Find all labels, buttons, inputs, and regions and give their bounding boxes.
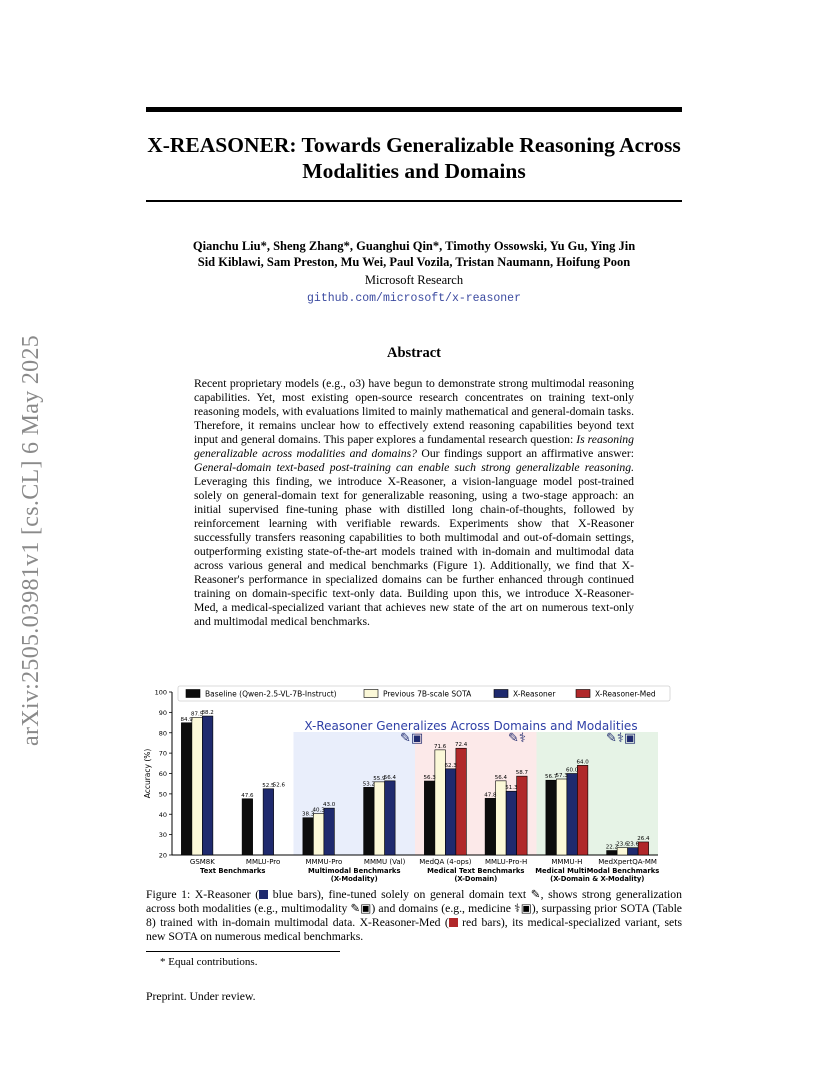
group-sublabel: (X-Modality): [330, 875, 378, 883]
bar-value-label: 47.6: [241, 792, 254, 799]
abstract-heading: Abstract: [387, 345, 441, 361]
bar-5-0: [485, 798, 496, 855]
y-tick-label: 40: [158, 810, 167, 819]
bar-value-label: 40.3: [312, 807, 325, 814]
y-tick-label: 70: [158, 749, 167, 758]
paper-title: X-REASONER: Towards Generalizable Reasoning Across Modalities and Domains: [147, 133, 681, 183]
chart-title: X-Reasoner Generalizes Across Domains and Modalities: [304, 719, 638, 733]
bar-3-1: [374, 782, 385, 855]
benchmark-icon: ✎⚕: [508, 731, 526, 746]
bar-2-1: [313, 814, 324, 855]
blue-swatch-icon: [259, 890, 268, 899]
text-image-icon: ✎▣: [350, 902, 372, 915]
y-tick-label: 50: [158, 790, 167, 799]
bar-5-1: [496, 781, 507, 855]
medicine-icon: ⚕▣: [514, 902, 532, 915]
legend-swatch-2: [494, 690, 508, 698]
authors-line-2: Sid Kiblawi, Sam Preston, Mu Wei, Paul Vozila, Tristan Naumann, Hoifung Poon: [197, 255, 631, 269]
bar-7-3: [638, 842, 649, 855]
bar-value-label: 26.4: [637, 835, 650, 842]
x-tick-label: MedXpertQA-MM: [598, 858, 657, 866]
bar-value-label: 87.5: [191, 711, 204, 718]
bar-7-0: [607, 851, 618, 855]
footnote: * Equal contributions.: [160, 956, 258, 968]
legend-label-1: Previous 7B-scale SOTA: [383, 689, 472, 699]
group-label: Text Benchmarks: [200, 867, 266, 875]
bar-chart: [138, 684, 678, 886]
bar-0-0: [181, 723, 192, 855]
x-tick-label: GSM8K: [189, 858, 215, 866]
y-tick-label: 30: [158, 831, 167, 840]
x-tick-label: MedQA (4-ops): [419, 858, 472, 866]
bar-2-2: [324, 808, 335, 855]
x-tick-label: MMMU (Val): [363, 858, 406, 866]
legend-label-2: X-Reasoner: [513, 689, 556, 699]
y-tick-label: 20: [158, 851, 167, 860]
bar-6-3: [577, 765, 588, 855]
group-label: Medical Text Benchmarks: [427, 867, 525, 875]
bar-0-1: [192, 717, 203, 855]
bar-value-label: 72.4: [455, 742, 468, 749]
legend-swatch-0: [186, 690, 200, 698]
benchmark-icon: ✎▣: [400, 731, 424, 746]
bar-value-label: 51.3: [505, 785, 518, 792]
bar-value-label: 58.7: [515, 770, 528, 777]
bar-5-3: [517, 776, 528, 855]
bar-value-label: 53.2: [362, 781, 375, 788]
footnote-rule: [146, 951, 340, 952]
title-top-rule: [146, 107, 682, 112]
bar-value-label: 23.6: [616, 841, 629, 848]
legend-label-0: Baseline (Qwen-2.5-VL-7B-Instruct): [205, 689, 337, 699]
bar-value-label: 62.3: [444, 762, 457, 769]
bar-6-2: [567, 774, 578, 856]
y-tick-label: 100: [154, 688, 167, 697]
x-tick-label: MMMU-H: [551, 858, 583, 866]
bar-4-2: [445, 769, 456, 855]
bar-0-2: [202, 716, 213, 855]
affiliation: Microsoft Research: [364, 273, 464, 287]
red-swatch-icon: [449, 918, 458, 927]
bar-6-0: [546, 780, 557, 855]
bar-1-0: [242, 799, 253, 855]
x-tick-label: MMLU-Pro: [245, 858, 281, 866]
bar-7-1: [617, 848, 628, 855]
bar-value-label: 47.8: [484, 792, 497, 799]
bar-7-2: [628, 848, 639, 855]
bar-1-2: [263, 789, 274, 855]
y-tick-label: 90: [158, 708, 167, 717]
y-tick-label: 80: [158, 729, 167, 738]
bar-value-label: 64.0: [576, 759, 589, 766]
legend-label-3: X-Reasoner-Med: [595, 689, 656, 699]
group-sublabel: (X-Domain & X-Modality): [550, 875, 645, 883]
group-label: Multimodal Benchmarks: [308, 867, 401, 875]
y-axis-label: Accuracy (%): [143, 748, 152, 799]
figure-caption: Figure 1: X-Reasoner ( blue bars), fine-tuned solely on general domain text ✎, shows strong generalization across both modalities (e.g., multimodality ✎▣) and domains (e.g., medicine ⚕▣), surpassing prior SOTA (Table 8) trained with in-domain multimodal data. X-Reasoner-Med ( red bars), its medical-specialized variant, sets new SOTA on numerous medical benchmarks.: [146, 888, 682, 943]
arxiv-identifier: arXiv:2505.03981v1 [cs.CL] 6 May 2025: [18, 334, 44, 746]
bar-value-label: 71.6: [434, 743, 447, 750]
bar-value-label: 84.9: [180, 716, 193, 723]
benchmark-icon: ✎⚕▣: [606, 731, 637, 746]
group-label: Medical MultiModal Benchmarks: [535, 867, 660, 875]
bar-value-label: 23.6: [626, 841, 639, 848]
preprint-note: Preprint. Under review.: [146, 990, 256, 1003]
legend-swatch-1: [364, 690, 378, 698]
bar-value-label: 56.7: [545, 774, 558, 781]
y-tick-label: 60: [158, 770, 167, 778]
bar-3-0: [364, 787, 375, 855]
bar-value-label: 57.3: [555, 773, 568, 780]
bar-value-label: 56.4: [494, 774, 507, 781]
title-bottom-rule: [146, 200, 682, 202]
text-doc-icon: ✎: [530, 888, 541, 901]
bar-value-label: 52.5: [262, 782, 275, 789]
abstract-body: Recent proprietary models (e.g., o3) have begun to demonstrate strong multimodal reasoning capabilities. Yet, most existing open-source research concentrates on training text-only reasoning models, with evaluations limited to mainly mathematical and general-domain tasks. Therefore, it remains unclear how to effectively extend reasoning capabilities beyond text input and general domains. This paper explores a fundamental research question: Is reasoning generalizable across modalities and domains? Our findings support an affirmative answer: General-domain text-based post-training can enable such strong generalizable reasoning. Leveraging this finding, we introduce X-Reasoner, a vision-language model post-trained solely on general-domain text for generalizable reasoning, using a two-stage approach: an initial supervised fine-tuning phase with distilled long chain-of-thoughts, followed by reinforcement learning with verifiable rewards. Experiments show that X-Reasoner successfully transfers reasoning capabilities to both multimodal and out-of-domain settings, outperforming existing state-of-the-art models trained with in-domain and multimodal data across various general and medical benchmarks (Figure 1). Additionally, we find that X-Reasoner's performance in specialized domains can be further enhanced through continued training on domain-specific text-only data. Building upon this, we introduce X-Reasoner-Med, a medical-specialized variant that achieves new state of the art on numerous text-only and multimodal medical benchmarks.: [194, 377, 634, 628]
bar-value-label: 60.0: [566, 767, 579, 774]
bar-4-0: [424, 781, 435, 855]
figure-1-chart: [138, 684, 678, 886]
bar-value-label: 88.2: [201, 710, 214, 717]
bar-value-label: 22.2: [605, 844, 618, 851]
bar-value-label: 55.9: [373, 775, 386, 782]
legend-swatch-3: [576, 690, 590, 698]
author-list: [120, 238, 708, 270]
bar-value-label: 52.6: [272, 782, 285, 789]
authors-line-1: Qianchu Liu*, Sheng Zhang*, Guanghui Qin*, Timothy Ossowski, Yu Gu, Ying Jin: [192, 239, 636, 253]
x-tick-label: MMLU-Pro-H: [484, 858, 528, 866]
bar-4-3: [456, 748, 467, 855]
bar-2-0: [303, 818, 314, 855]
x-tick-label: MMMU-Pro: [305, 858, 343, 866]
bar-value-label: 56.3: [423, 775, 436, 782]
bar-3-2: [385, 781, 396, 855]
bar-5-2: [506, 791, 517, 855]
bar-value-label: 43.0: [323, 802, 336, 809]
repo-link[interactable]: github.com/microsoft/x-reasoner: [307, 292, 521, 305]
group-sublabel: (X-Domain): [454, 875, 498, 883]
bar-value-label: 56.4: [383, 774, 396, 781]
bar-value-label: 38.3: [302, 811, 315, 818]
bar-6-1: [556, 779, 567, 855]
